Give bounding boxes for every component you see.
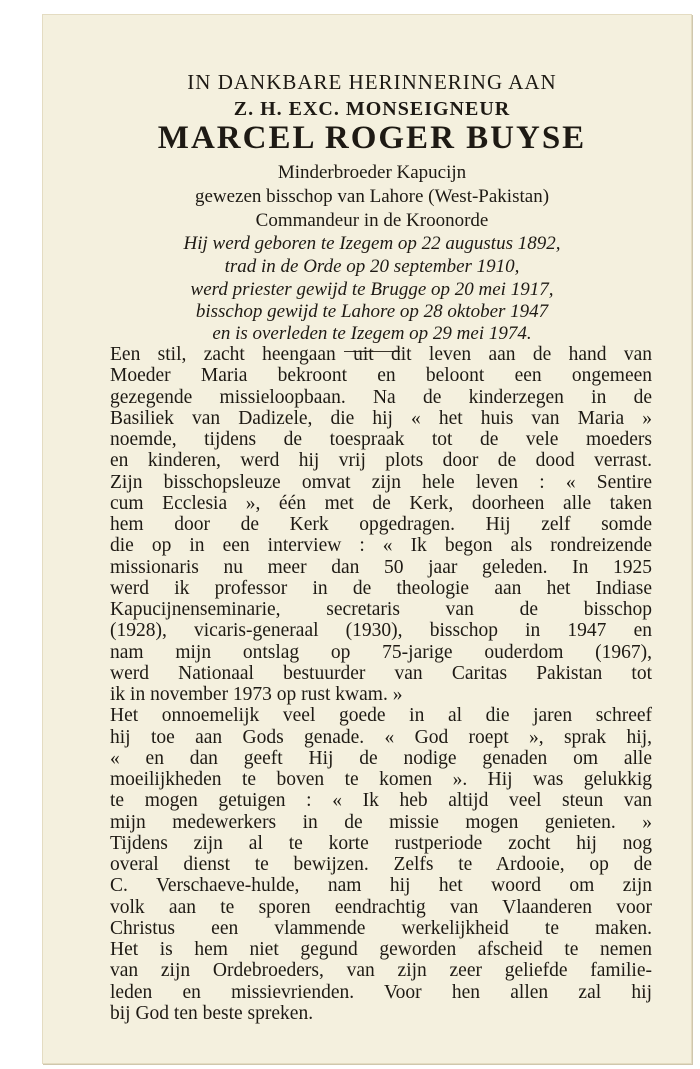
title-line: Commandeur in de Kroonorde: [255, 210, 489, 231]
text-line: bij God ten beste spreken.: [110, 1002, 314, 1024]
biography-line: trad in de Orde op 20 september 1910,: [224, 256, 520, 277]
text-line: C. Verschaeve-hulde, nam hij het woord om zijn: [110, 875, 652, 897]
text-line: missionaris nu meer dan 50 jaar geleden. In 1925: [110, 556, 652, 578]
text-line: volk aan te sporen eendrachtig van Vlaanderen voor: [110, 896, 652, 918]
text-line: Basiliek van Dadizele, die hij « het huis van Maria »: [110, 407, 652, 429]
text-line: mijn medewerkers in de missie mogen genieten. »: [110, 811, 652, 833]
text-line: te mogen getuigen : « Ik heb altijd veel steun van: [110, 790, 652, 812]
text-line: cum Ecclesia », één met de Kerk, doorheen alle taken: [110, 492, 652, 514]
header-title: Z. H. EXC. MONSEIGNEUR: [233, 98, 511, 120]
text-line: en kinderen, werd hij vrij plots door de dood verrast.: [110, 450, 652, 472]
text-line: Tijdens zijn al te korte rustperiode zocht hij nog: [110, 832, 652, 854]
memorial-card: [42, 14, 692, 1064]
title-line: gewezen bisschop van Lahore (West-Pakistan): [194, 186, 550, 207]
text-line: noemde, tijdens de toespraak tot de vele moeders: [110, 429, 652, 450]
text-line: Kapucijnenseminarie, secretaris van de bisschop: [110, 599, 652, 620]
text-line: ik in november 1973 op rust kwam. »: [110, 684, 403, 705]
biography-line: werd priester gewijd te Brugge op 20 mei 1917,: [190, 279, 554, 300]
text-line: moeilijkheden te boven te komen ». Hij was gelukkig: [110, 769, 652, 790]
text-line: Moeder Maria bekroont en beloont een ongemeen: [110, 365, 652, 387]
text-line: Het is hem niet gegund geworden afscheid te nemen: [110, 939, 652, 960]
text-line: nam mijn ontslag op 75-jarige ouderdom (1967),: [110, 641, 652, 663]
text-line: hij toe aan Gods genade. « God roept », sprak hij,: [110, 726, 652, 748]
biography-line: en is overleden te Izegem op 29 mei 1974.: [212, 323, 532, 344]
text-line: (1928), vicaris-generaal (1930), bisschop in 1947 en: [110, 620, 652, 642]
text-line: « en dan geeft Hij de nodige genaden om alle: [110, 747, 652, 769]
title-line: Minderbroeder Kapucijn: [277, 162, 467, 183]
deceased-name: MARCEL ROGER BUYSE: [157, 120, 587, 156]
text-line: Zijn bisschopsleuze omvat zijn hele leven : « Sentire: [110, 471, 652, 493]
text-line: Het onnoemelijk veel goede in al die jaren schreef: [110, 705, 652, 727]
biography-line: bisschop gewijd te Lahore op 28 oktober 1947: [195, 301, 549, 322]
text-line: leden en missievrienden. Voor hen allen zal hij: [110, 981, 652, 1003]
biography-line: Hij werd geboren te Izegem op 22 augustus 1892,: [183, 233, 561, 254]
text-line: van zijn Ordebroeders, van zijn zeer geliefde familie-: [110, 960, 652, 982]
text-line: die op in een interview : « Ik begon als rondreizende: [110, 535, 652, 557]
text-line: Christus een vlammende werkelijkheid te maken.: [110, 917, 652, 939]
text-line: werd Nationaal bestuurder van Caritas Pakistan tot: [110, 662, 652, 684]
text-line: werd ik professor in de theologie aan het Indiase: [110, 577, 652, 599]
header-dedication: IN DANKBARE HERINNERING AAN: [187, 70, 557, 94]
text-line: hem door de Kerk opgedragen. Hij zelf somde: [110, 514, 652, 535]
text-line: overal dienst te bewijzen. Zelfs te Ardooie, op de: [110, 854, 652, 875]
text-line: gezegende missieloopbaan. Na de kinderzegen in de: [110, 386, 652, 408]
text-line: Een stil, zacht heengaan uit dit leven aan de hand van: [110, 344, 652, 365]
